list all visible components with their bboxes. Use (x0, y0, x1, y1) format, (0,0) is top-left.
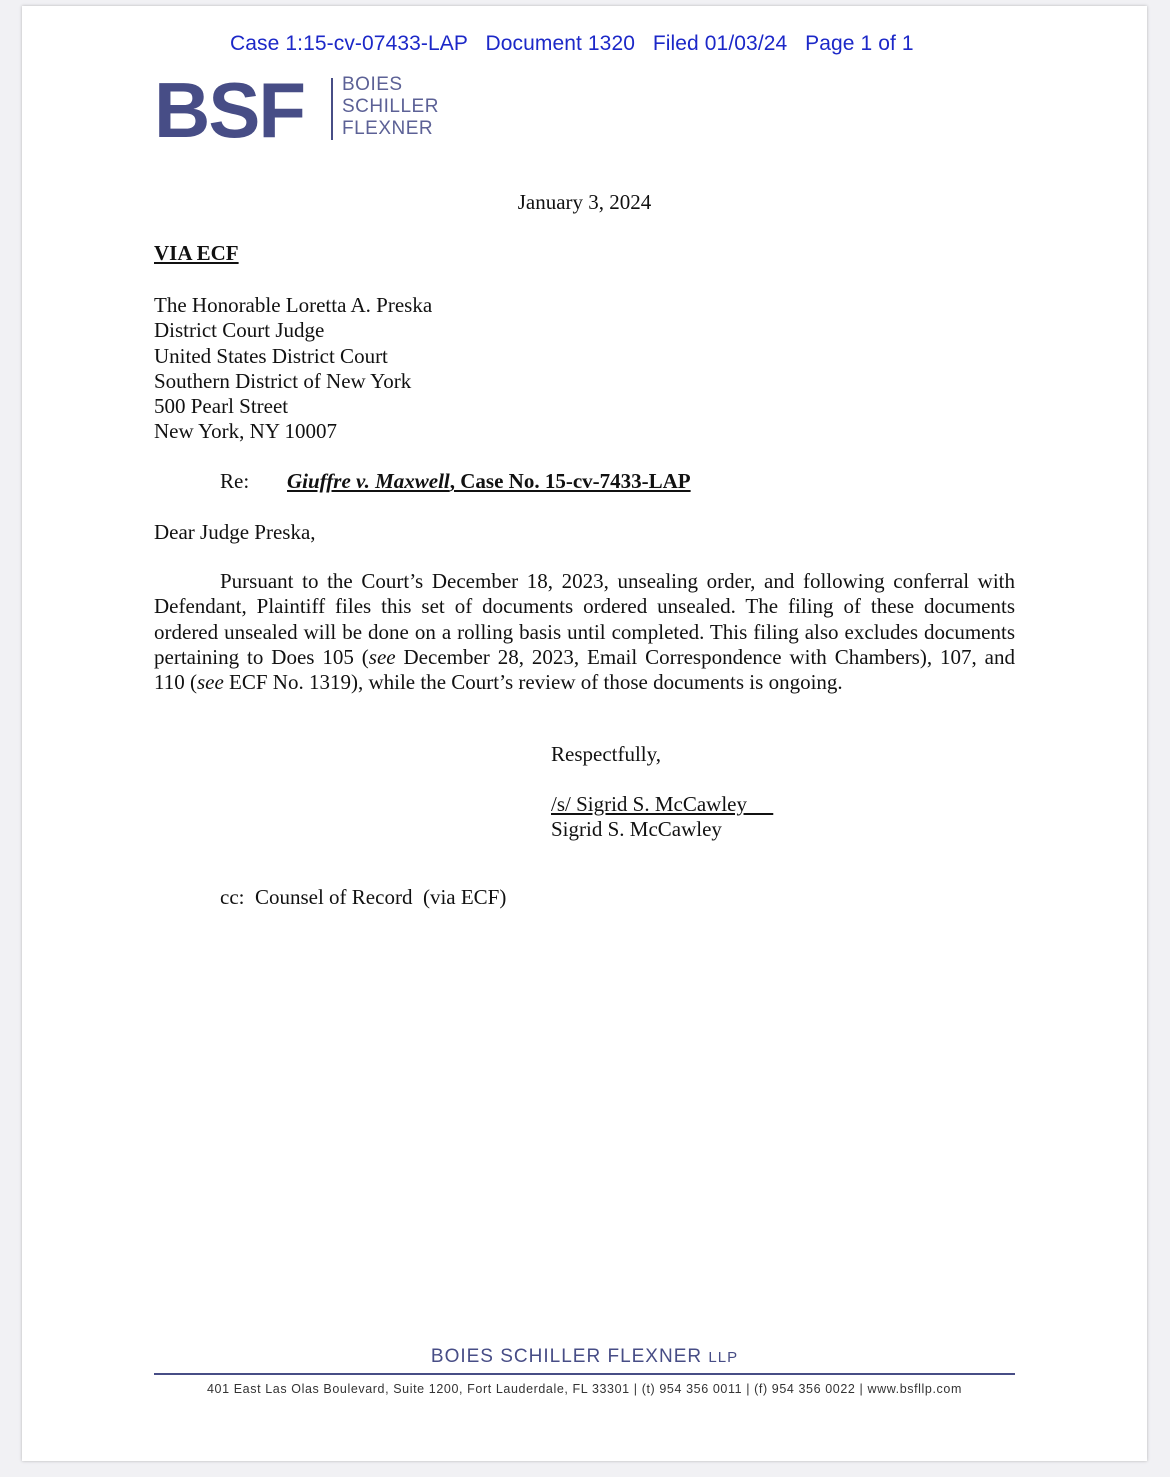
bsf-logo-letters: BSF (154, 66, 305, 154)
letter-date: January 3, 2024 (517, 190, 652, 214)
case-number-ref: , Case No. 15-cv-7433-LAP (449, 469, 691, 493)
bsf-logo-words: BOIES SCHILLER FLEXNER (342, 74, 439, 139)
case-number: Case 1:15-cv-07433-LAP (230, 32, 468, 55)
recipient-line: 500 Pearl Street (154, 394, 289, 419)
document-number: Document 1320 (485, 32, 635, 55)
recipient-line: Southern District of New York (154, 368, 412, 393)
logo-divider (331, 78, 333, 140)
delivery-method: VIA ECF (154, 241, 239, 265)
ecf-filing-header (230, 32, 914, 56)
recipient-line: United States District Court (154, 343, 388, 368)
closing: Respectfully, (551, 742, 662, 766)
logo-s-mark: S (208, 66, 259, 154)
signer-name: Sigrid S. McCawley (551, 817, 722, 841)
case-name: Giuffre v. Maxwell (287, 469, 450, 493)
body-paragraph: Pursuant to the Court’s December 18, 2023, unsealing order, and following conferral with Defendant, Plaintiff files this set of documents ordered unsealed. The filing of these documents ordered unsealed will be done on a rolling basis until completed. This filing also excludes documents pertaining to Does 105 (see December 28, 2023, Email Correspondence with Chambers), 107, and 110 (see ECF No. 1319), while the Court’s review of those documents is ongoing. (154, 569, 1015, 695)
document-page (22, 6, 1147, 1461)
cc-line: cc: Counsel of Record (via ECF) (220, 885, 507, 909)
recipient-line: District Court Judge (154, 318, 325, 343)
page-count: Page 1 of 1 (805, 32, 914, 55)
re-label: Re: (220, 469, 250, 493)
recipient-line: New York, NY 10007 (154, 419, 337, 444)
re-subject (287, 469, 691, 494)
recipient-address (154, 293, 432, 445)
signature-line: /s/ Sigrid S. McCawley (551, 792, 774, 816)
footer-divider (154, 1373, 1015, 1375)
footer-address: 401 East Las Olas Boulevard, Suite 1200, Fort Lauderdale, FL 33301 | (t) 954 356 0011 | (f) 954 356 0022 | www.bsfllp.com (207, 1382, 962, 1396)
recipient-line: The Honorable Loretta A. Preska (154, 293, 433, 317)
footer-firm-name: BOIES SCHILLER FLEXNER LLP (430, 1346, 739, 1367)
salutation: Dear Judge Preska, (154, 520, 316, 544)
filed-date: Filed 01/03/24 (652, 32, 788, 55)
